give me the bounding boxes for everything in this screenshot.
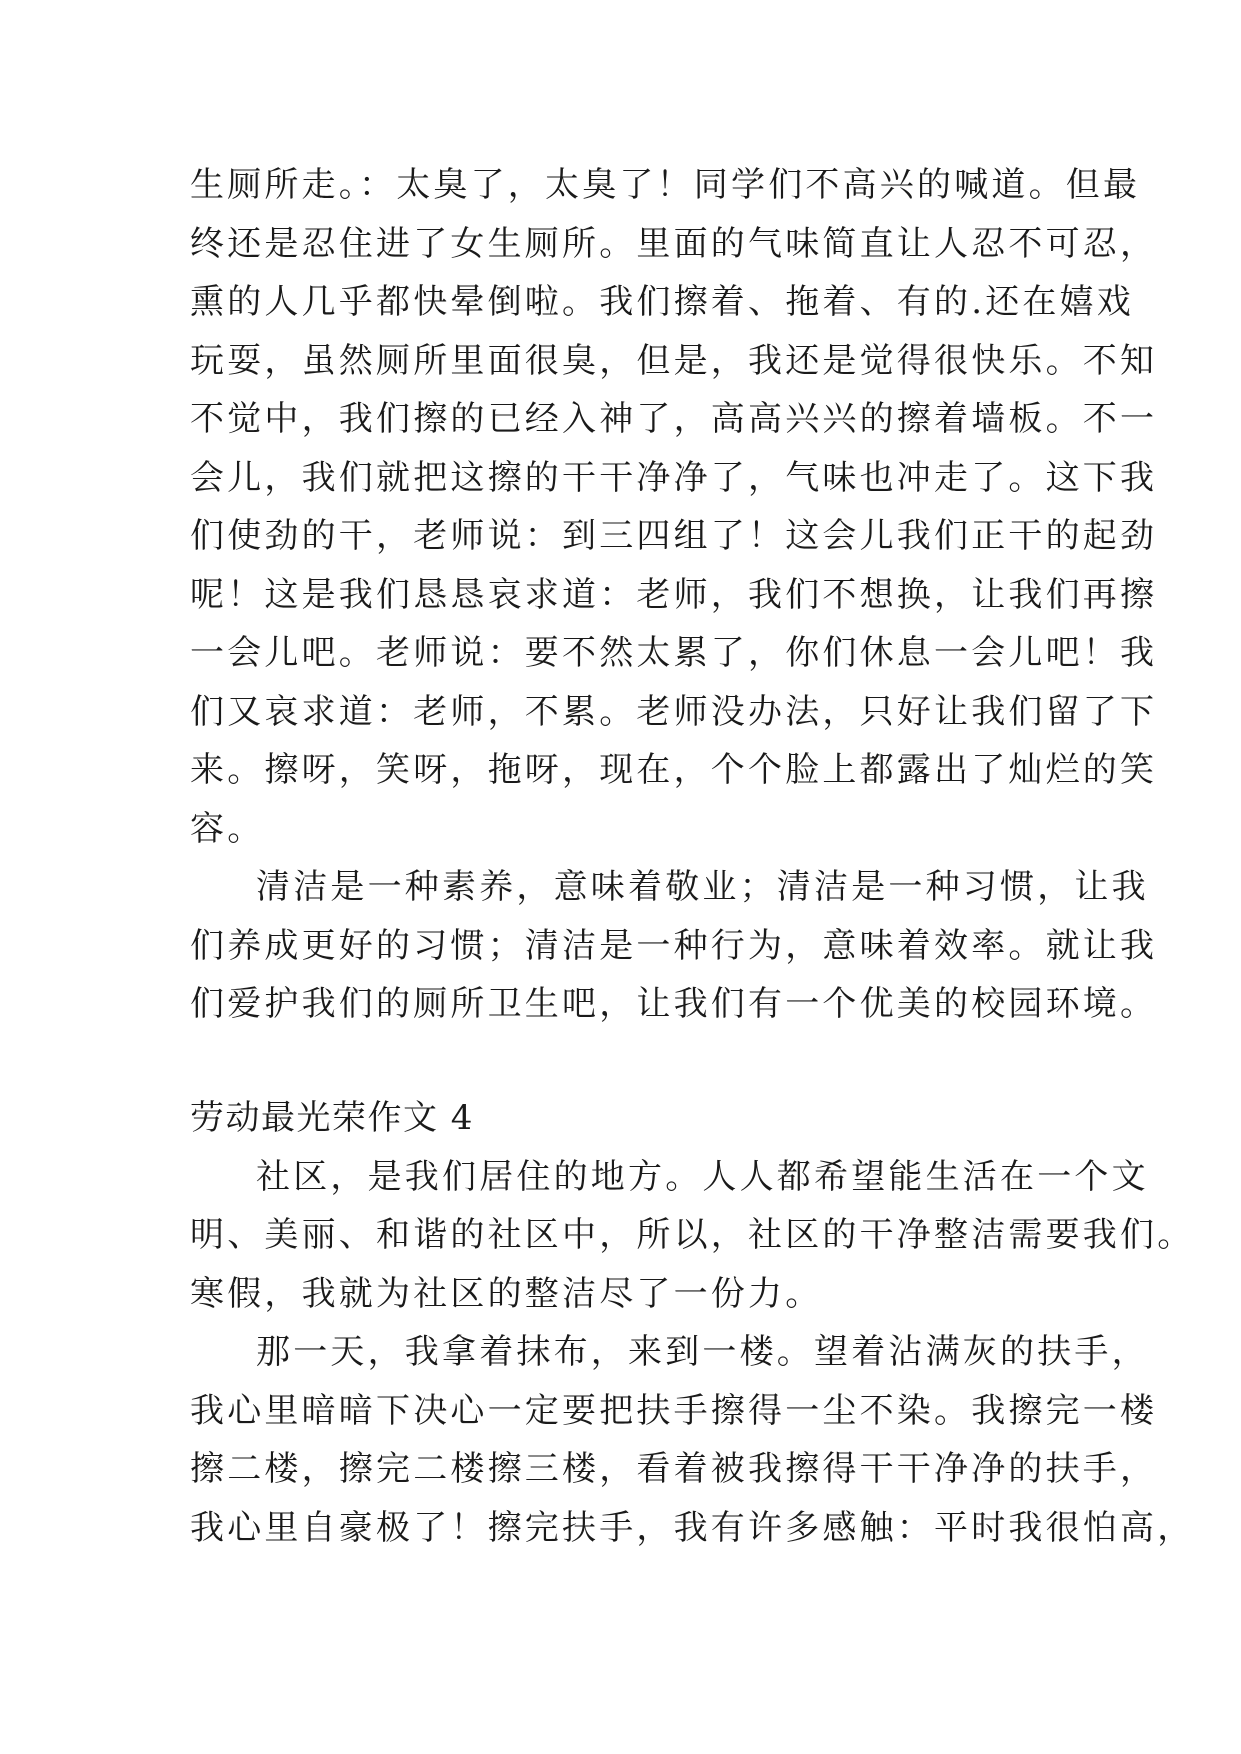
text-line: 会儿，我们就把这擦的干干净净了，气味也冲走了。这下我 [190,458,1158,498]
text-line: 不觉中，我们擦的已经入神了，高高兴兴的擦着墙板。不一 [190,399,1158,439]
text-line: 呢！这是我们恳恳哀求道：老师，我们不想换，让我们再擦 [190,575,1158,615]
text-line: 熏的人几乎都快晕倒啦。我们擦着、拖着、有的.还在嬉戏 [190,282,1135,322]
text-line: 擦二楼，擦完二楼擦三楼，看着被我擦得干干净净的扶手， [190,1449,1158,1489]
section-heading: 劳动最光荣作文 4 [190,1098,474,1138]
text-line: 们爱护我们的厕所卫生吧，让我们有一个优美的校园环境。 [190,984,1158,1024]
text-line: 我心里自豪极了！擦完扶手，我有许多感触：平时我很怕高， [190,1508,1195,1548]
text-line: 一会儿吧。老师说：要不然太累了，你们休息一会儿吧！我 [190,633,1158,673]
text-line: 明、美丽、和谐的社区中，所以，社区的干净整洁需要我们。 [190,1215,1195,1255]
text-line: 寒假，我就为社区的整洁尽了一份力。 [190,1274,823,1314]
text-line: 我心里暗暗下决心一定要把扶手擦得一尘不染。我擦完一楼 [190,1391,1158,1431]
text-line: 来。擦呀，笑呀，拖呀，现在，个个脸上都露出了灿烂的笑 [190,750,1158,790]
text-line: 生厕所走。：太臭了，太臭了！同学们不高兴的喊道。但最 [190,165,1141,205]
text-line: 终还是忍住进了女生厕所。里面的气味简直让人忍不可忍， [190,224,1158,264]
text-line: 们养成更好的习惯；清洁是一种行为，意味着效率。就让我 [190,926,1158,966]
text-line: 们使劲的干，老师说：到三四组了！这会儿我们正干的起劲 [190,516,1158,556]
paragraph-start-line: 社区，是我们居住的地方。人人都希望能生活在一个文 [256,1157,1149,1197]
text-line: 们又哀求道：老师，不累。老师没办法，只好让我们留了下 [190,692,1158,732]
text-line: 玩耍，虽然厕所里面很臭，但是，我还是觉得很快乐。不知 [190,341,1158,381]
paragraph-start-line: 那一天，我拿着抹布，来到一楼。望着沾满灰的扶手， [256,1332,1149,1372]
paragraph-start-line: 清洁是一种素养，意味着敬业；清洁是一种习惯，让我 [256,867,1149,907]
text-line: 容。 [190,809,265,849]
